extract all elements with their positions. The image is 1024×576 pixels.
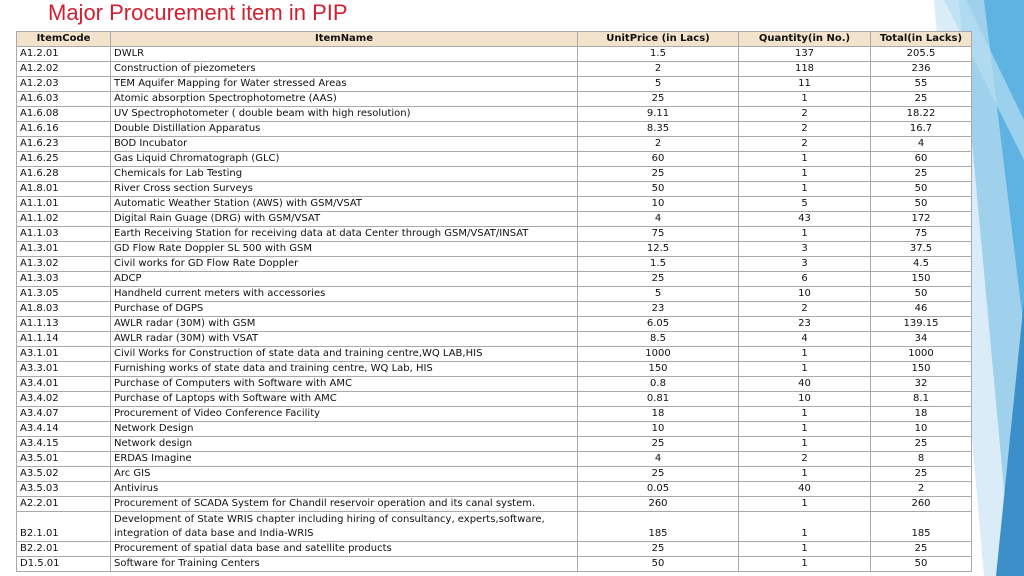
cell-item-code: A1.1.14 [17,332,111,347]
cell-unit-price: 5 [578,287,739,302]
cell-unit-price: 260 [578,497,739,512]
cell-unit-price: 0.8 [578,377,739,392]
cell-total: 185 [871,512,972,542]
cell-quantity: 1 [739,512,871,542]
cell-item-name: Network design [111,437,578,452]
col-header-total: Total(in Lacks) [871,32,972,47]
col-header-quantity: Quantity(in No.) [739,32,871,47]
cell-unit-price: 2 [578,137,739,152]
cell-quantity: 10 [739,392,871,407]
cell-item-code: B2.1.01 [17,512,111,542]
cell-item-code: A1.2.01 [17,47,111,62]
cell-quantity: 1 [739,497,871,512]
cell-total: 8.1 [871,392,972,407]
cell-item-name: Earth Receiving Station for receiving data at data Center through GSM/VSAT/INSAT [111,227,578,242]
cell-total: 172 [871,212,972,227]
cell-quantity: 1 [739,152,871,167]
cell-unit-price: 10 [578,197,739,212]
cell-unit-price: 25 [578,167,739,182]
cell-quantity: 23 [739,317,871,332]
cell-item-code: A1.2.02 [17,62,111,77]
table-row [17,407,972,422]
cell-quantity: 137 [739,47,871,62]
table-row [17,557,972,572]
cell-total: 25 [871,92,972,107]
cell-item-name: TEM Aquifer Mapping for Water stressed Areas [111,77,578,92]
cell-total: 2 [871,482,972,497]
table-row [17,107,972,122]
cell-total: 205.5 [871,47,972,62]
table-row [17,377,972,392]
table-row [17,317,972,332]
cell-item-code: A3.1.01 [17,347,111,362]
cell-quantity: 4 [739,332,871,347]
cell-unit-price: 10 [578,422,739,437]
cell-unit-price: 2 [578,62,739,77]
cell-quantity: 1 [739,182,871,197]
page-title: Major Procurement item in PIP [48,0,348,25]
table-row [17,482,972,497]
cell-unit-price: 9.11 [578,107,739,122]
cell-item-code: A2.2.01 [17,497,111,512]
cell-item-name: Civil Works for Construction of state data and training centre,WQ LAB,HIS [111,347,578,362]
cell-total: 139.15 [871,317,972,332]
cell-item-code: D1.5.01 [17,557,111,572]
table-row [17,122,972,137]
cell-total: 150 [871,362,972,377]
table-header-row [17,32,972,47]
table-row [17,77,972,92]
cell-total: 50 [871,287,972,302]
table-row [17,167,972,182]
cell-quantity: 1 [739,422,871,437]
table-row [17,362,972,377]
table-row [17,332,972,347]
cell-quantity: 2 [739,122,871,137]
col-header-item-code: ItemCode [17,32,111,47]
cell-item-code: A1.8.03 [17,302,111,317]
cell-item-code: A3.5.03 [17,482,111,497]
cell-total: 260 [871,497,972,512]
procurement-table-container [16,31,971,572]
table-row [17,512,972,542]
table-row [17,437,972,452]
cell-item-code: A3.5.01 [17,452,111,467]
cell-total: 75 [871,227,972,242]
cell-total: 236 [871,62,972,77]
cell-quantity: 2 [739,107,871,122]
table-row [17,197,972,212]
cell-item-name: Purchase of DGPS [111,302,578,317]
cell-total: 25 [871,467,972,482]
cell-quantity: 43 [739,212,871,227]
cell-item-name: Gas Liquid Chromatograph (GLC) [111,152,578,167]
cell-unit-price: 25 [578,437,739,452]
cell-quantity: 1 [739,92,871,107]
cell-unit-price: 50 [578,182,739,197]
cell-unit-price: 185 [578,512,739,542]
cell-total: 60 [871,152,972,167]
table-row [17,302,972,317]
cell-item-code: A3.5.02 [17,467,111,482]
cell-quantity: 1 [739,167,871,182]
cell-item-name: GD Flow Rate Doppler SL 500 with GSM [111,242,578,257]
cell-item-name: Purchase of Laptops with Software with AMC [111,392,578,407]
table-row [17,47,972,62]
cell-item-code: A1.6.28 [17,167,111,182]
cell-item-code: A1.8.01 [17,182,111,197]
cell-unit-price: 25 [578,467,739,482]
cell-unit-price: 8.5 [578,332,739,347]
cell-item-name: AWLR radar (30M) with VSAT [111,332,578,347]
cell-item-code: B2.2.01 [17,542,111,557]
cell-item-name: Digital Rain Guage (DRG) with GSM/VSAT [111,212,578,227]
table-row [17,347,972,362]
cell-quantity: 3 [739,257,871,272]
cell-item-name: Civil works for GD Flow Rate Doppler [111,257,578,272]
cell-unit-price: 8.35 [578,122,739,137]
table-row [17,497,972,512]
cell-quantity: 1 [739,437,871,452]
cell-total: 8 [871,452,972,467]
table-row [17,467,972,482]
cell-unit-price: 12.5 [578,242,739,257]
cell-item-name: Arc GIS [111,467,578,482]
cell-quantity: 1 [739,467,871,482]
cell-quantity: 1 [739,542,871,557]
table-row [17,227,972,242]
cell-quantity: 2 [739,137,871,152]
cell-unit-price: 18 [578,407,739,422]
cell-item-name: Procurement of Video Conference Facility [111,407,578,422]
cell-unit-price: 4 [578,212,739,227]
cell-total: 25 [871,542,972,557]
cell-total: 50 [871,197,972,212]
table-row [17,92,972,107]
cell-item-name: Procurement of spatial data base and satellite products [111,542,578,557]
cell-total: 55 [871,77,972,92]
cell-item-name: Network Design [111,422,578,437]
cell-item-name: Development of State WRIS chapter including hiring of consultancy, experts,software, integration of data base and India-WRIS [111,512,578,542]
cell-unit-price: 23 [578,302,739,317]
cell-quantity: 1 [739,407,871,422]
cell-item-code: A3.4.15 [17,437,111,452]
cell-quantity: 2 [739,302,871,317]
cell-item-name: Double Distillation Apparatus [111,122,578,137]
cell-item-name: ERDAS Imagine [111,452,578,467]
cell-total: 34 [871,332,972,347]
cell-total: 46 [871,302,972,317]
cell-quantity: 11 [739,77,871,92]
cell-item-name: Automatic Weather Station (AWS) with GSM/VSAT [111,197,578,212]
cell-unit-price: 0.05 [578,482,739,497]
cell-unit-price: 25 [578,542,739,557]
table-row [17,137,972,152]
cell-unit-price: 4 [578,452,739,467]
cell-total: 18 [871,407,972,422]
table-row [17,287,972,302]
table-row [17,272,972,287]
cell-item-code: A1.6.08 [17,107,111,122]
cell-unit-price: 0.81 [578,392,739,407]
cell-total: 25 [871,437,972,452]
cell-item-name: DWLR [111,47,578,62]
table-row [17,182,972,197]
cell-quantity: 10 [739,287,871,302]
cell-item-name: AWLR radar (30M) with GSM [111,317,578,332]
cell-total: 50 [871,182,972,197]
cell-quantity: 1 [739,347,871,362]
table-row [17,392,972,407]
cell-total: 16.7 [871,122,972,137]
cell-item-code: A1.1.13 [17,317,111,332]
cell-item-code: A1.3.05 [17,287,111,302]
table-row [17,452,972,467]
table-row [17,542,972,557]
cell-item-code: A1.1.03 [17,227,111,242]
cell-item-code: A3.4.01 [17,377,111,392]
cell-item-code: A1.6.25 [17,152,111,167]
cell-item-name: Software for Training Centers [111,557,578,572]
col-header-item-name: ItemName [111,32,578,47]
cell-total: 4 [871,137,972,152]
cell-item-code: A1.6.16 [17,122,111,137]
cell-total: 37.5 [871,242,972,257]
cell-item-code: A1.3.01 [17,242,111,257]
cell-item-name: Atomic absorption Spectrophotometre (AAS) [111,92,578,107]
cell-quantity: 40 [739,377,871,392]
cell-unit-price: 150 [578,362,739,377]
cell-unit-price: 25 [578,272,739,287]
cell-item-name: Chemicals for Lab Testing [111,167,578,182]
cell-unit-price: 1000 [578,347,739,362]
cell-item-name: Antivirus [111,482,578,497]
cell-unit-price: 5 [578,77,739,92]
cell-item-code: A1.6.23 [17,137,111,152]
table-row [17,242,972,257]
cell-unit-price: 25 [578,92,739,107]
cell-total: 50 [871,557,972,572]
table-row [17,212,972,227]
table-row [17,152,972,167]
cell-item-name: BOD Incubator [111,137,578,152]
col-header-unit-price: UnitPrice (in Lacs) [578,32,739,47]
cell-item-name: UV Spectrophotometer ( double beam with high resolution) [111,107,578,122]
table-body [17,47,972,572]
cell-total: 25 [871,167,972,182]
cell-unit-price: 50 [578,557,739,572]
cell-item-code: A3.4.07 [17,407,111,422]
cell-quantity: 1 [739,557,871,572]
cell-item-code: A1.2.03 [17,77,111,92]
table-row [17,62,972,77]
cell-total: 1000 [871,347,972,362]
cell-item-name: Procurement of SCADA System for Chandil reservoir operation and its canal system. [111,497,578,512]
table-row [17,257,972,272]
cell-quantity: 40 [739,482,871,497]
cell-quantity: 2 [739,452,871,467]
cell-item-code: A3.4.02 [17,392,111,407]
cell-item-code: A3.3.01 [17,362,111,377]
procurement-table [16,31,972,572]
cell-quantity: 1 [739,227,871,242]
cell-item-code: A3.4.14 [17,422,111,437]
cell-unit-price: 1.5 [578,257,739,272]
cell-item-name: Construction of piezometers [111,62,578,77]
cell-unit-price: 6.05 [578,317,739,332]
cell-item-name: Purchase of Computers with Software with AMC [111,377,578,392]
cell-quantity: 6 [739,272,871,287]
cell-quantity: 3 [739,242,871,257]
cell-item-code: A1.6.03 [17,92,111,107]
cell-item-name: River Cross section Surveys [111,182,578,197]
cell-item-name: Handheld current meters with accessories [111,287,578,302]
cell-unit-price: 75 [578,227,739,242]
cell-total: 4.5 [871,257,972,272]
cell-item-code: A1.1.01 [17,197,111,212]
cell-quantity: 5 [739,197,871,212]
cell-quantity: 118 [739,62,871,77]
cell-item-code: A1.3.02 [17,257,111,272]
cell-quantity: 1 [739,362,871,377]
cell-total: 150 [871,272,972,287]
cell-unit-price: 60 [578,152,739,167]
cell-item-code: A1.1.02 [17,212,111,227]
cell-item-code: A1.3.03 [17,272,111,287]
cell-total: 10 [871,422,972,437]
cell-total: 18.22 [871,107,972,122]
cell-unit-price: 1.5 [578,47,739,62]
cell-item-name: Furnishing works of state data and training centre, WQ Lab, HIS [111,362,578,377]
cell-total: 32 [871,377,972,392]
table-row [17,422,972,437]
cell-item-name: ADCP [111,272,578,287]
